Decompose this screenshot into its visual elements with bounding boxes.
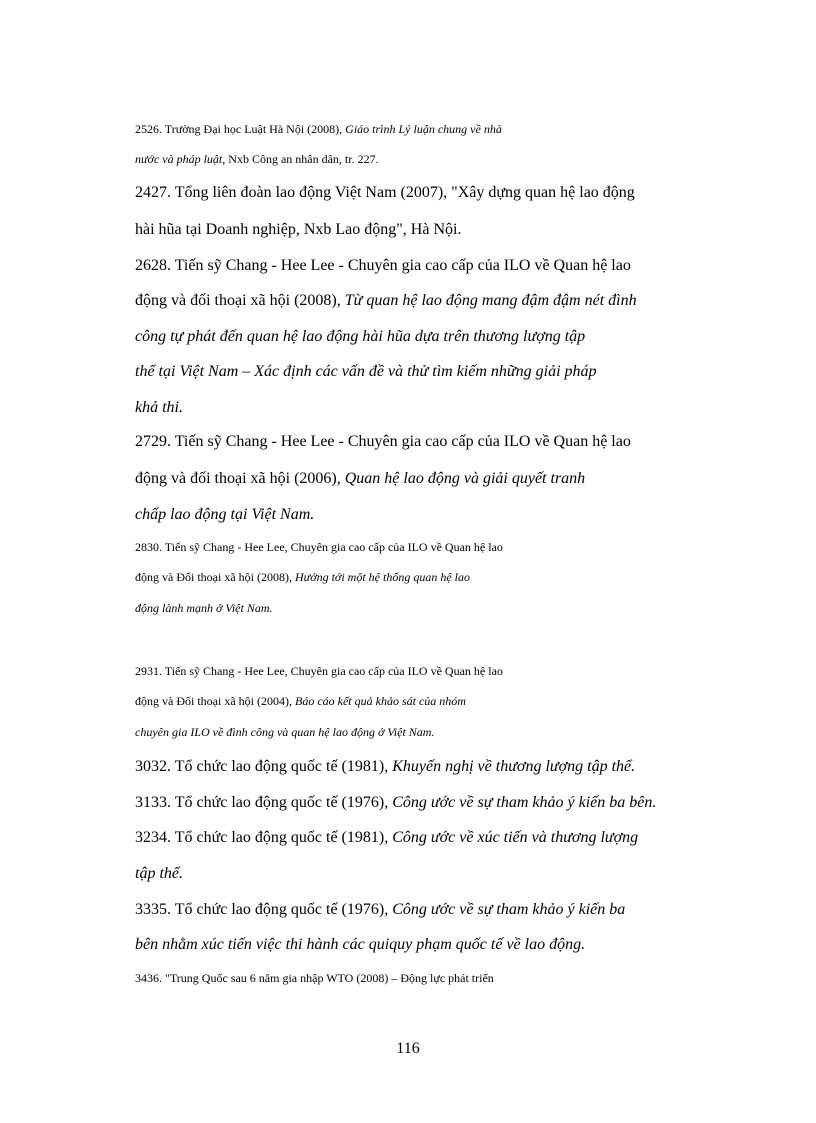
reference-line [135, 153, 379, 165]
reference-title-text: công tự phát đến quan hệ lao động hài hũa dựa trên thương lượng tập [135, 328, 586, 345]
reference-title-text: Công ước về sự tham khảo ý kiến ba [392, 901, 626, 918]
reference-line [135, 866, 183, 882]
reference-title-text: động lành mạnh ở Việt Nam. [135, 601, 273, 615]
reference-line [135, 400, 183, 416]
reference-text: 3032. Tổ chức lao động quốc tế (1981), [135, 758, 393, 775]
reference-line [135, 726, 434, 738]
reference-title-text: Báo cáo kết quả khảo sát của nhóm [294, 694, 466, 708]
reference-line [135, 258, 631, 274]
reference-text: 3234. Tổ chức lao động quốc tế (1981), [135, 829, 393, 846]
reference-title-text: nước và pháp luật [135, 152, 223, 166]
reference-text: 2628. Tiến sỹ Chang - Hee Lee - Chuyên gia cao cấp của ILO về Quan hệ lao [135, 257, 631, 274]
reference-line [135, 695, 466, 707]
reference-title-text: Công ước về sự tham khảo ý kiến ba bên. [392, 794, 657, 811]
reference-line [135, 665, 503, 677]
reference-title-text: chuyên gia ILO về đình công và quan hệ lao động ở Việt Nam. [135, 725, 435, 739]
reference-text: 2729. Tiến sỹ Chang - Hee Lee - Chuyên gia cao cấp của ILO về Quan hệ lao [135, 433, 631, 450]
reference-text: hài hũa tại Doanh nghiệp, Nxb Lao động", Hà Nội. [135, 221, 462, 238]
reference-line [135, 329, 585, 345]
reference-text: động và Đối thoại xã hội (2008), [135, 570, 295, 584]
reference-line [135, 602, 273, 614]
reference-title-text: chấp lao động tại Việt Nam. [135, 506, 315, 523]
reference-line [135, 364, 597, 380]
reference-text: 2830. Tiến sỹ Chang - Hee Lee, Chuyên gia cao cấp của ILO về Quan hệ lao [135, 540, 503, 554]
reference-text: 2427. Tổng liên đoàn lao động Việt Nam (2007), "Xây dựng quan hệ lao động [135, 184, 635, 201]
reference-title-text: bên nhằm xúc tiến việc thi hành các quiquy phạm quốc tế về lao động. [135, 936, 586, 953]
reference-text: 3436. "Trung Quốc sau 6 năm gia nhập WTO (2008) – Động lực phát triển [135, 971, 494, 985]
reference-text: , Nxb Công an nhân dân, tr. 227. [222, 152, 379, 166]
reference-line [135, 830, 638, 846]
reference-title-text: tập thể. [135, 865, 183, 882]
reference-line [135, 507, 314, 523]
reference-title-text: Hướng tới một hệ thống quan hệ lao [294, 570, 470, 584]
reference-title-text: Khuyến nghị về thương lượng tập thể. [392, 758, 636, 775]
reference-line [135, 434, 631, 450]
reference-text: động và đối thoại xã hội (2008), [135, 292, 345, 309]
reference-line [135, 972, 494, 984]
reference-line [135, 759, 635, 775]
reference-line [135, 571, 470, 583]
reference-line [135, 123, 502, 135]
reference-text: 3335. Tổ chức lao động quốc tế (1976), [135, 901, 393, 918]
reference-title-text: Giáo trình Lý luận chung về nhà [345, 122, 502, 136]
reference-line [135, 185, 635, 201]
reference-title-text: khả thi. [135, 399, 183, 416]
reference-text: 2931. Tiến sỹ Chang - Hee Lee, Chuyên gia cao cấp của ILO về Quan hệ lao [135, 664, 503, 678]
reference-line [135, 541, 503, 553]
reference-line [135, 471, 585, 487]
reference-title-text: thể tại Việt Nam – Xác định các vấn đề và thử tìm kiếm những giải pháp [135, 363, 597, 380]
reference-text: 3133. Tổ chức lao động quốc tế (1976), [135, 794, 393, 811]
reference-text: động và Đối thoại xã hội (2004), [135, 694, 295, 708]
reference-line [135, 293, 637, 309]
reference-text: động và đối thoại xã hội (2006), [135, 470, 345, 487]
reference-line [135, 795, 656, 811]
reference-title-text: Công ước về xúc tiến và thương lượng [392, 829, 639, 846]
reference-line [135, 937, 585, 953]
reference-line [135, 902, 625, 918]
reference-line [135, 222, 461, 238]
reference-text: 2526. Trường Đại học Luật Hà Nội (2008), [135, 122, 346, 136]
page-number: 116 [396, 1040, 420, 1057]
reference-title-text: Quan hệ lao động và giải quyết tranh [344, 470, 586, 487]
reference-title-text: Từ quan hệ lao động mang đậm đậm nét đình [344, 292, 637, 309]
